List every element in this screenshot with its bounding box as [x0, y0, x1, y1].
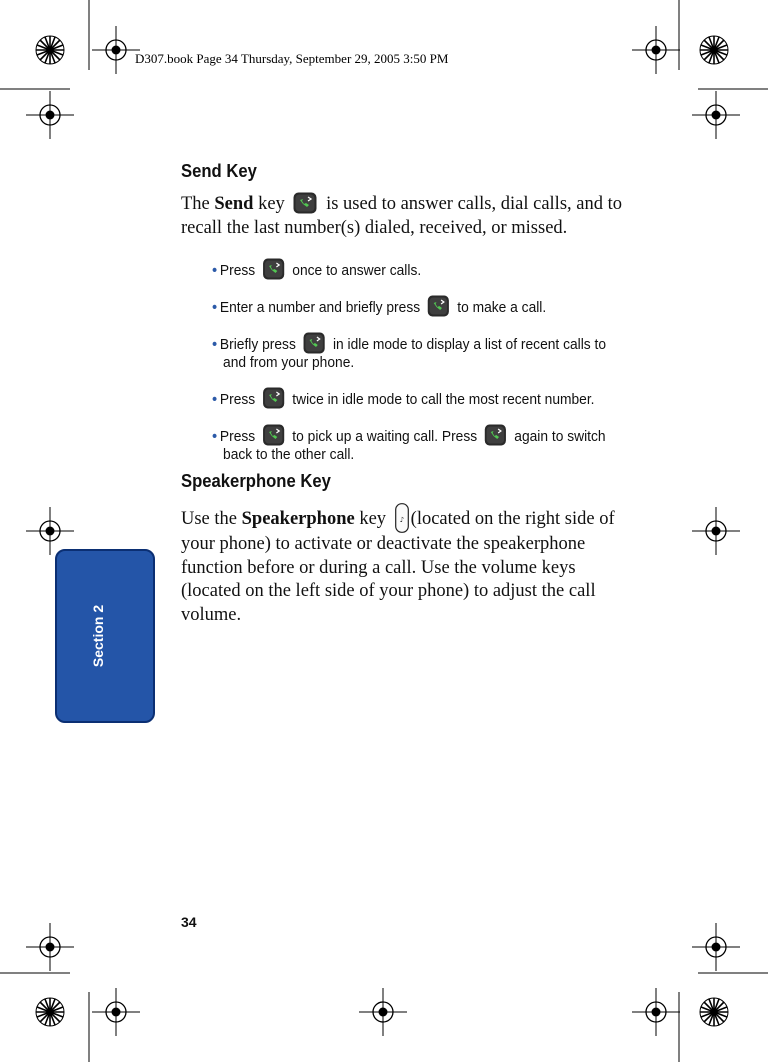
registration-mark — [26, 91, 74, 139]
registration-mark — [359, 988, 407, 1036]
speakerphone-key-heading: Speakerphone Key — [181, 470, 331, 491]
send-key-heading: Send Key — [181, 160, 257, 181]
registration-mark — [632, 26, 680, 74]
registration-mark — [26, 923, 74, 971]
send-key-icon — [293, 192, 317, 214]
send-key-icon — [485, 424, 507, 446]
list-item: • Press once to answer calls. — [212, 258, 617, 280]
send-key-icon — [263, 424, 285, 446]
svg-text:♪: ♪ — [399, 516, 404, 524]
send-key-icon — [428, 295, 450, 317]
registration-mark — [92, 988, 140, 1036]
print-header: D307.book Page 34 Thursday, September 29, 2005 3:50 PM — [135, 51, 449, 66]
send-key-intro: The Send key is used to answer calls, dial calls, and to recall the last number(s) dialed, received, or missed. — [181, 194, 622, 238]
list-item: • Briefly press in idle mode to display a list of recent calls to and from your phone. — [212, 332, 617, 372]
registration-mark — [692, 507, 740, 555]
starburst-mark — [36, 998, 64, 1026]
send-key-icon — [303, 332, 325, 354]
send-key-icon — [263, 387, 285, 409]
section-tab-label: Section 2 — [90, 604, 106, 668]
speakerphone-key-paragraph: Use the Speakerphone key ♪ (located on the right side of your phone) to activate or deactivate the speakerphone function before or during a call. Use the volume keys (located on the left side of your phone) to adjust the call volume. — [181, 503, 643, 627]
list-item: • Press to pick up a waiting call. Press again to switch back to the other call. — [212, 424, 617, 464]
list-item: • Enter a number and briefly press to make a call. — [212, 295, 617, 317]
registration-mark — [26, 507, 74, 555]
starburst-mark — [700, 36, 728, 64]
registration-mark — [92, 26, 140, 74]
starburst-mark — [36, 36, 64, 64]
registration-mark — [632, 988, 680, 1036]
starburst-mark — [700, 998, 728, 1026]
speakerphone-key-icon — [395, 503, 409, 533]
list-item: • Press twice in idle mode to call the most recent number. — [212, 387, 617, 409]
send-key-icon — [263, 258, 285, 280]
registration-mark — [692, 923, 740, 971]
page-number: 34 — [181, 914, 197, 930]
registration-mark — [692, 91, 740, 139]
